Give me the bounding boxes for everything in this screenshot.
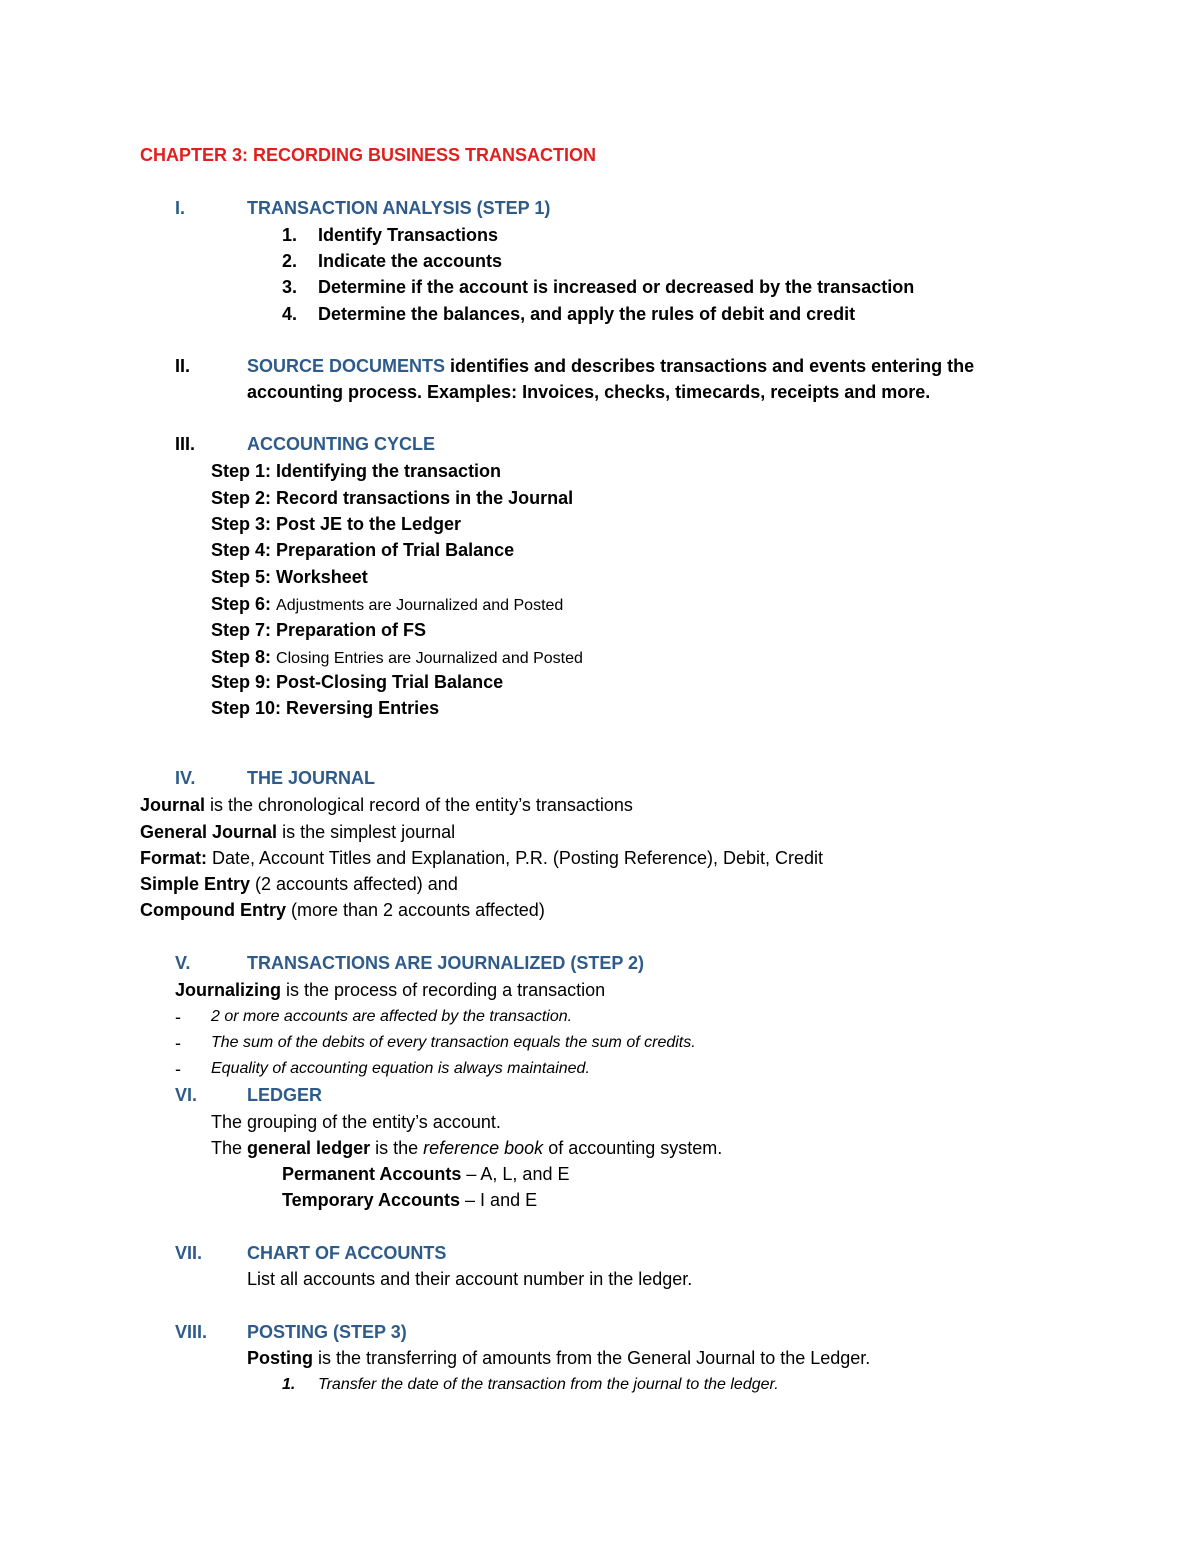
section-5-heading: TRANSACTIONS ARE JOURNALIZED (STEP 2) [247, 953, 645, 973]
section-5-number: V. [175, 953, 191, 973]
bullet-dash-2: - [175, 1033, 181, 1053]
chart-of-accounts-text: List all accounts and their account number in the ledger. [247, 1269, 693, 1289]
journal-line-2: General Journal is the simplest journal [140, 822, 456, 842]
cycle-step-8: Step 8: Closing Entries are Journalized and Posted [211, 647, 583, 667]
cycle-step-5: Step 5: Worksheet [211, 567, 368, 587]
section-3-number: III. [175, 434, 196, 454]
section-7-number: VII. [175, 1243, 203, 1263]
cycle-step-4: Step 4: Preparation of Trial Balance [211, 540, 515, 560]
section-2-heading: SOURCE DOCUMENTS [247, 356, 446, 376]
ledger-line-1: The grouping of the entity’s account. [211, 1112, 501, 1132]
s1-item-4-text: Determine the balances, and apply the rules of debit and credit [318, 304, 856, 324]
s1-item-2-text: Indicate the accounts [318, 251, 503, 271]
journal-line-1: Journal is the chronological record of the entity’s transactions [140, 795, 633, 815]
s1-item-4-number: 4. [282, 304, 298, 324]
s1-item-3-number: 3. [282, 277, 298, 297]
journal-line-5: Compound Entry (more than 2 accounts affected) [140, 900, 545, 920]
posting-item-number: 1. [282, 1376, 296, 1393]
s1-item-1-number: 1. [282, 225, 298, 245]
temporary-accounts: Temporary Accounts – I and E [282, 1190, 538, 1210]
cycle-step-10: Step 10: Reversing Entries [211, 698, 440, 718]
cycle-step-1: Step 1: Identifying the transaction [211, 461, 502, 481]
section-2-text-2: accounting process. Examples: Invoices, checks, timecards, receipts and more. [247, 382, 931, 402]
bullet-3: Equality of accounting equation is always maintained. [211, 1060, 590, 1077]
bullet-2: The sum of the debits of every transaction equals the sum of credits. [211, 1034, 696, 1051]
journalizing-definition: Journalizing is the process of recording a transaction [175, 980, 606, 1000]
section-2-line-1 [247, 356, 974, 377]
section-6-number: VI. [175, 1085, 198, 1105]
section-2-number: II. [175, 356, 191, 376]
section-1-heading: TRANSACTION ANALYSIS (STEP 1) [247, 198, 551, 218]
cycle-step-7: Step 7: Preparation of FS [211, 620, 427, 640]
section-8-number: VIII. [175, 1322, 208, 1342]
ledger-line-2: The general ledger is the reference book of accounting system. [211, 1138, 723, 1158]
section-6-heading: LEDGER [247, 1085, 323, 1105]
cycle-step-3: Step 3: Post JE to the Ledger [211, 514, 462, 534]
section-7-heading: CHART OF ACCOUNTS [247, 1243, 447, 1263]
section-3-heading: ACCOUNTING CYCLE [247, 434, 435, 454]
section-4-heading: THE JOURNAL [247, 768, 376, 788]
section-4-number: IV. [175, 768, 196, 788]
cycle-step-2: Step 2: Record transactions in the Journal [211, 488, 574, 508]
posting-item-text: Transfer the date of the transaction from the journal to the ledger. [318, 1376, 779, 1393]
posting-definition: Posting is the transferring of amounts from the General Journal to the Ledger. [247, 1348, 871, 1368]
cycle-step-9: Step 9: Post-Closing Trial Balance [211, 672, 504, 692]
s1-item-3-text: Determine if the account is increased or decreased by the transaction [318, 277, 915, 297]
bullet-dash-1: - [175, 1007, 181, 1027]
section-1-number: I. [175, 198, 186, 218]
chapter-title: CHAPTER 3: RECORDING BUSINESS TRANSACTION [140, 145, 597, 165]
section-8-heading: POSTING (STEP 3) [247, 1322, 407, 1342]
permanent-accounts: Permanent Accounts – A, L, and E [282, 1164, 570, 1184]
cycle-step-6: Step 6: Adjustments are Journalized and Posted [211, 594, 564, 614]
bullet-dash-3: - [175, 1059, 181, 1079]
s1-item-1-text: Identify Transactions [318, 225, 499, 245]
section-2-text-1: identifies and describes transactions and events entering the [450, 356, 975, 376]
journal-line-4: Simple Entry (2 accounts affected) and [140, 874, 458, 894]
journal-line-3: Format: Date, Account Titles and Explanation, P.R. (Posting Reference), Debit, Credit [140, 848, 823, 868]
s1-item-2-number: 2. [282, 251, 298, 271]
bullet-1: 2 or more accounts are affected by the transaction. [211, 1008, 573, 1025]
